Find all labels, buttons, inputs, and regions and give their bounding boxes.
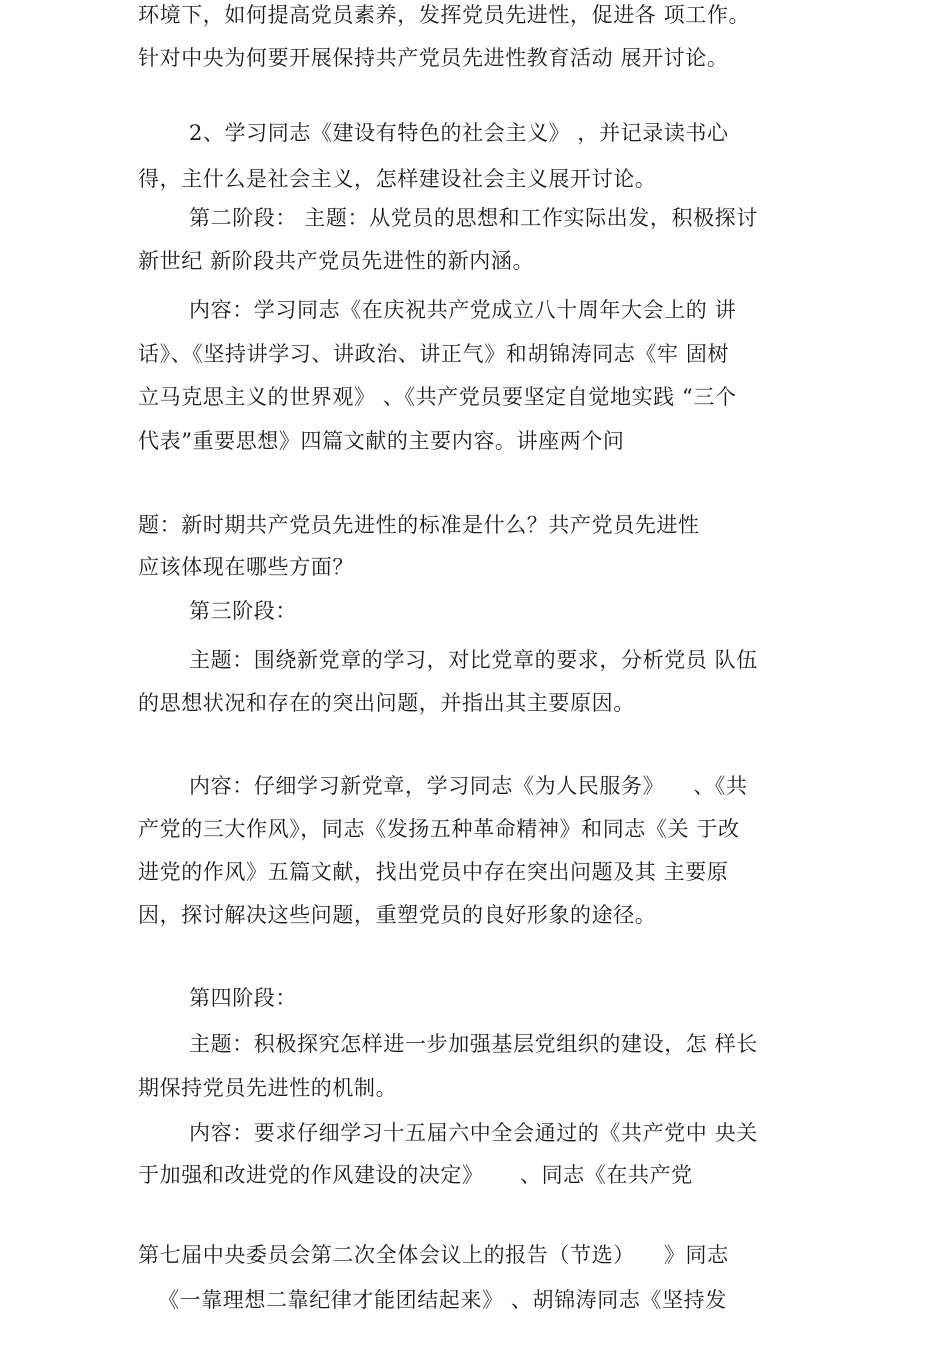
text-line: 《一靠理想二靠纪律才能团结起来》 、胡锦涛同志《坚持发	[158, 1288, 727, 1312]
text-line: 题：新时期共产党员先进性的标准是什么？共产党员先进性	[138, 513, 700, 537]
text-line: 因，探讨解决这些问题，重塑党员的良好形象的途径。	[138, 903, 657, 927]
text-line: 内容：学习同志《在庆祝共产党成立八十周年大会上的 讲	[189, 298, 737, 322]
text-line: 进党的作风》五篇文献，找出党员中存在突出问题及其 主要原	[138, 860, 729, 884]
text-line: 立马克思主义的世界观》 、《共产党员要坚定自觉地实践 “三个	[138, 385, 737, 409]
text-line: 期保持党员先进性的机制。	[138, 1076, 398, 1100]
text-line: 得，主什么是社会主义，怎样建设社会主义展开讨论。	[138, 167, 657, 191]
text-line: 的思想状况和存在的突出问题，并指出其主要原因。	[138, 691, 635, 715]
text-line: 代表”重要思想》四篇文献的主要内容。讲座两个问	[138, 429, 625, 453]
text-line: 主题：积极探究怎样进一步加强基层党组织的建设，怎 样长	[189, 1032, 758, 1056]
text-line: 产党的三大作风》，同志《发扬五种革命精神》和同志《关 于改	[138, 817, 740, 841]
text-line: 第七届中央委员会第二次全体会议上的报告（节选） 》同志	[138, 1243, 729, 1267]
text-line: 环境下，如何提高党员素养，发挥党员先进性，促进各 项工作。	[138, 3, 751, 27]
section-heading: 第二阶段： 主题：从党员的思想和工作实际出发，积极探讨	[189, 206, 758, 230]
text-line: 内容：要求仔细学习十五届六中全会通过的《共产党中 央关	[189, 1121, 758, 1145]
text-line: 内容：仔细学习新党章，学习同志《为人民服务》 、《共	[189, 774, 748, 798]
section-heading: 第四阶段：	[189, 986, 297, 1010]
text-line: 新世纪 新阶段共产党员先进性的新内涵。	[138, 249, 535, 273]
text-line: 话》、《坚持讲学习、讲政治、讲正气》和胡锦涛同志《牢 固树	[138, 342, 730, 366]
text-line: 应该体现在哪些方面？	[138, 555, 354, 579]
text-line: 针对中央为何要开展保持共产党员先进性教育活动 展开讨论。	[138, 46, 729, 70]
section-heading: 第三阶段：	[189, 599, 297, 623]
text-line: 主题：围绕新党章的学习，对比党章的要求，分析党员 队伍	[189, 648, 758, 672]
text-line: 于加强和改进党的作风建设的决定》 、同志《在共产党	[138, 1163, 693, 1187]
text-line: 2、学习同志《建设有特色的社会主义》 ，并记录读书心	[189, 121, 729, 145]
